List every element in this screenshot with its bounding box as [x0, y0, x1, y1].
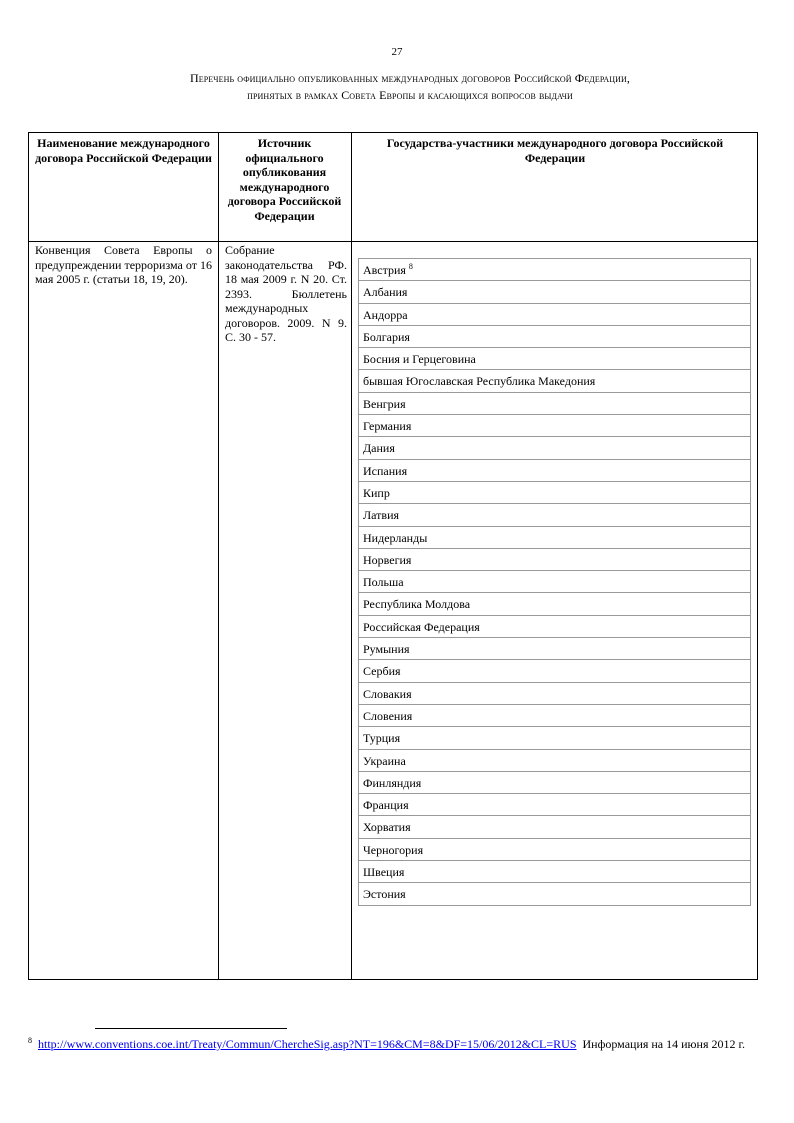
member-state-row [359, 772, 750, 794]
member-state-name: Сербия [363, 664, 401, 679]
member-state-name: Словакия [363, 686, 412, 701]
member-state-name: Словения [363, 708, 413, 723]
member-state-name: Республика Молдова [363, 597, 471, 612]
member-state-name: Болгария [363, 329, 410, 344]
document-title [60, 70, 760, 104]
member-state-row [359, 816, 750, 838]
column-divider [351, 133, 352, 979]
member-state-name: Латвия [363, 508, 400, 523]
member-state-name: Черногория [363, 842, 424, 857]
footnote-link[interactable]: http://www.conventions.coe.int/Treaty/Commun/ChercheSig.asp?NT=196&CM=8&DF=15/06/2012&CL=RUS [38, 1037, 577, 1051]
member-state-row [359, 883, 750, 905]
member-state-name: Румыния [363, 642, 410, 657]
member-state-name: Швеция [363, 865, 405, 880]
document-title-line-2: принятых в рамках Совета Европы и касающихся вопросов выдачи [247, 88, 573, 102]
member-state-name: Норвегия [363, 552, 412, 567]
member-state-row [359, 370, 750, 392]
member-state-name: Финляндия [363, 775, 422, 790]
header-member-states: Государства-участники международного договора Российской Федерации [386, 136, 724, 165]
member-state-row [359, 839, 750, 861]
member-state-row [359, 437, 750, 459]
member-state-row [359, 750, 750, 772]
member-state-name: Кипр [363, 485, 390, 500]
member-state-row [359, 727, 750, 749]
member-state-row [359, 638, 750, 660]
footnote-text: Информация на 14 июня 2012 г. [582, 1037, 746, 1051]
column-divider [218, 133, 219, 979]
member-state-name: Австрия [363, 263, 406, 277]
footnote-mark: 8 [28, 1036, 32, 1045]
member-state-row [359, 393, 750, 415]
member-state-row [359, 705, 750, 727]
member-state-name: Германия [363, 419, 412, 434]
document-title-line-1: Перечень официально опубликованных международных договоров Российской Федерации, [190, 71, 630, 85]
member-state-row [359, 660, 750, 682]
footnote-divider [95, 1028, 287, 1029]
member-state-row [359, 415, 750, 437]
header-publication-source: Источник официального опубликования международного договора Российской Федерации [227, 136, 342, 223]
member-state-name: Российская Федерация [363, 619, 480, 634]
member-state-row [359, 683, 750, 705]
member-state-name: Венгрия [363, 396, 406, 411]
member-state-name: Андорра [363, 307, 408, 322]
member-state-row [359, 593, 750, 615]
publication-source-cell: Собрание законодательства РФ. 18 мая 2009 г. N 20. Ст. 2393. Бюллетень международных договоров. 2009. N 9. С. 30 - 57. [225, 243, 347, 344]
member-state-name: Албания [363, 285, 408, 300]
member-state-name: бывшая Югославская Республика Македония [363, 374, 596, 389]
member-state-row [359, 304, 750, 326]
member-state-name: Эстония [363, 887, 406, 902]
member-state-name: Польша [363, 575, 404, 590]
treaty-name-cell: Конвенция Совета Европы о предупреждении терроризма от 16 мая 2005 г. (статьи 18, 19, 20). [35, 243, 212, 286]
treaty-table [28, 132, 758, 980]
member-states-list [358, 258, 751, 906]
member-state-row [359, 281, 750, 303]
member-state-name: Нидерланды [363, 530, 428, 545]
member-state-row [359, 527, 750, 549]
member-state-row [359, 482, 750, 504]
member-state-name: Босния и Герцеговина [363, 352, 476, 367]
member-state-row [359, 794, 750, 816]
member-state-row [359, 348, 750, 370]
member-state-name: Турция [363, 731, 401, 746]
footnote-reference: 8 [408, 262, 413, 271]
member-state-row [359, 571, 750, 593]
header-treaty-name: Наименование международного договора Российской Федерации [35, 136, 212, 165]
header-divider [29, 241, 757, 242]
member-state-name: Испания [363, 463, 408, 478]
member-state-name: Хорватия [363, 820, 411, 835]
member-state-row [359, 460, 750, 482]
member-state-row [359, 259, 750, 281]
footnote [28, 1037, 746, 1052]
member-state-name: Франция [363, 798, 409, 813]
member-state-row [359, 326, 750, 348]
member-state-row [359, 616, 750, 638]
member-state-row [359, 861, 750, 883]
page-number: 27 [391, 46, 403, 58]
member-state-row [359, 549, 750, 571]
member-state-row [359, 504, 750, 526]
member-state-name: Украина [363, 753, 406, 768]
member-state-name: Дания [363, 441, 395, 456]
